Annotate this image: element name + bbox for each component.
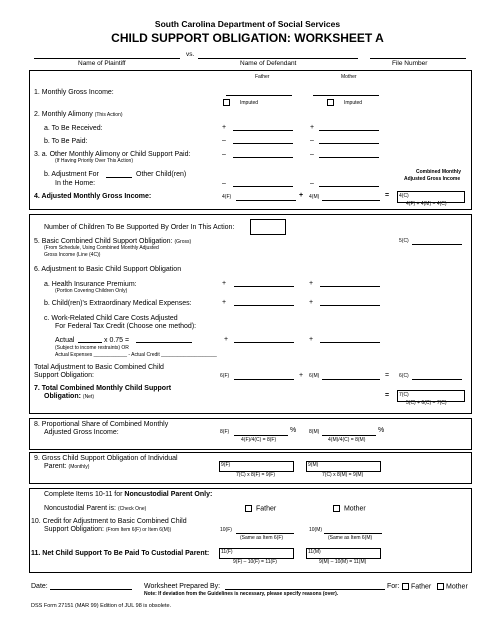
children-count-field[interactable] xyxy=(250,219,286,235)
for-label: For: xyxy=(387,583,400,590)
row-2b-label: b. To Be Paid: xyxy=(44,138,88,145)
row-1-label: 1. Monthly Gross Income: xyxy=(34,89,114,96)
prepared-by-label: Worksheet Prepared By: xyxy=(144,583,221,590)
date-label: Date: xyxy=(31,583,48,590)
row-6b-label: b. Child(ren)'s Extraordinary Medical Expenses: xyxy=(44,300,192,307)
row-6a-label: a. Health Insurance Premium: xyxy=(44,281,137,288)
row-total-label: Total Adjustment to Basic Combined Child xyxy=(34,364,164,371)
row-9-label: 9. Gross Child Support Obligation of Individual xyxy=(34,455,178,462)
plaintiff-label: Name of Plaintiff xyxy=(78,60,126,67)
noncustodial-father-checkbox[interactable]: Father xyxy=(245,505,276,512)
row-3b-label: b. Adjustment For xyxy=(44,171,99,178)
imputed-father[interactable]: Imputed xyxy=(223,99,258,106)
imputed-mother[interactable]: Imputed xyxy=(327,99,362,106)
page-title: CHILD SUPPORT OBLIGATION: WORKSHEET A xyxy=(111,31,384,45)
deviation-note: Note: If deviation from the Guidelines is necessary, please specify reasons (over). xyxy=(144,591,339,597)
row-7-label: 7. Total Combined Monthly Child Support xyxy=(34,385,172,392)
for-mother-checkbox[interactable]: Mother xyxy=(437,583,468,590)
row-2a-label: a. To Be Received: xyxy=(44,125,103,132)
row-3a-label: 3. a. Other Monthly Alimony or Child Support Paid: xyxy=(34,151,191,158)
noncustodial-mother-checkbox[interactable]: Mother xyxy=(333,505,366,512)
row-11-label: 11. Net Child Support To Be Paid To Custodial Parent: xyxy=(31,550,210,557)
row-8-label: 8. Proportional Share of Combined Monthly xyxy=(34,421,169,428)
col-mother: Mother xyxy=(341,74,357,80)
complete-label: Complete Items 10-11 for Noncustodial Parent Only: xyxy=(44,491,213,498)
row-5-label: 5. Basic Combined Child Support Obligation: (Gross) xyxy=(34,238,192,245)
row-2-label: 2. Monthly Alimony (This Action) xyxy=(34,111,123,118)
for-father-checkbox[interactable]: Father xyxy=(402,583,431,590)
row-6-label: 6. Adjustment to Basic Child Support Obligation xyxy=(34,266,182,273)
field-9f[interactable] xyxy=(219,461,294,472)
agency-name: South Carolina Department of Social Services xyxy=(154,19,341,29)
row-4-label: 4. Adjusted Monthly Gross Income: xyxy=(34,193,152,200)
col-father: Father xyxy=(255,74,270,80)
file-number-label: File Number xyxy=(392,60,428,67)
row-10-label: 10. Credit for Adjustment to Basic Combined Child xyxy=(31,518,187,525)
row-6c-label: c. Work-Related Child Care Costs Adjusted xyxy=(44,315,178,322)
children-label: Number of Children To Be Supported By Order In This Action: xyxy=(44,224,235,231)
defendant-label: Name of Defendant xyxy=(240,60,297,67)
form-number: DSS Form 27151 (MAR 99) Edition of JUL 98 is obsolete. xyxy=(31,603,172,609)
vs-label: vs. xyxy=(186,51,195,58)
